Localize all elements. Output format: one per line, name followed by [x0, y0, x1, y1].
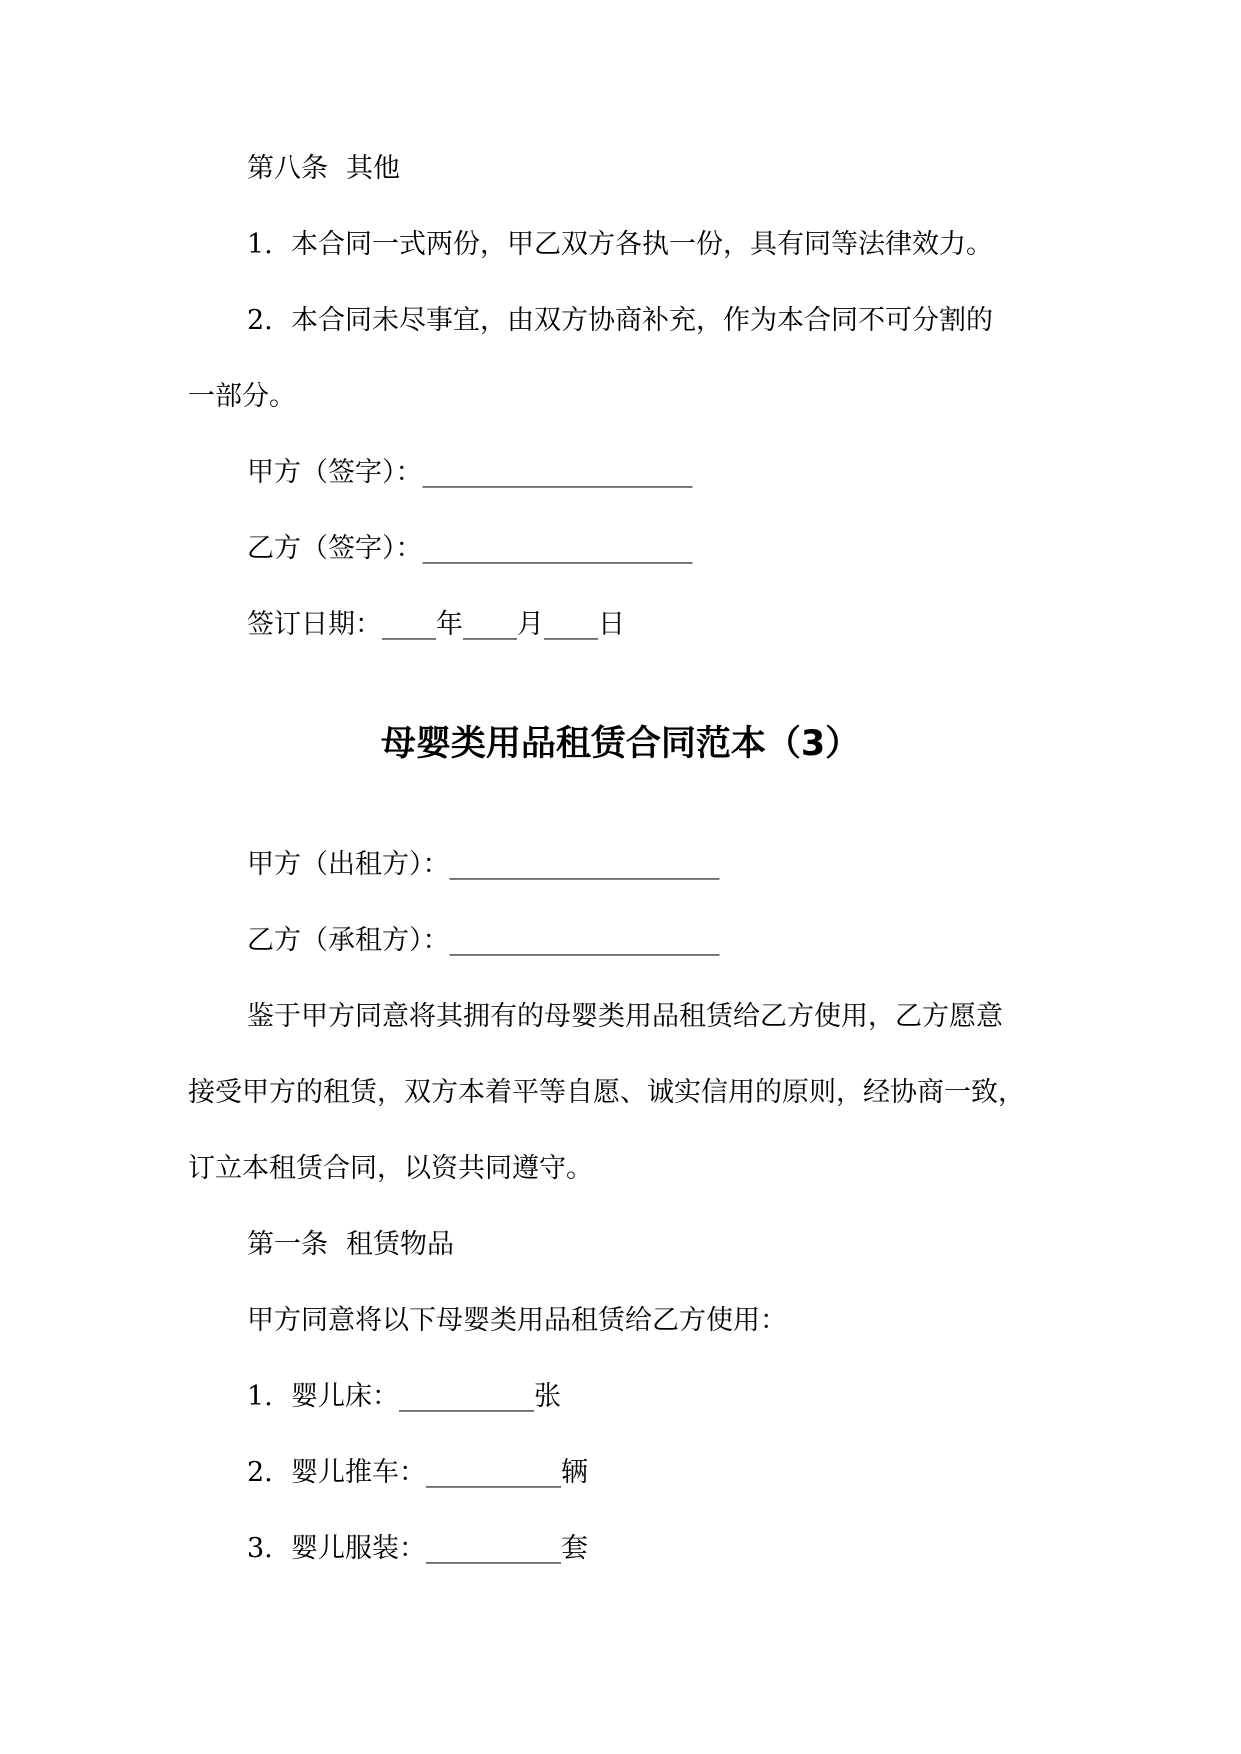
item-number: 1. — [247, 1381, 273, 1412]
contract-title: 母婴类用品租赁合同范本（3） — [380, 724, 861, 764]
article-1-heading-text: 租赁物品 — [346, 1229, 454, 1260]
party-a-signature: 甲方（签字）：____________________ — [247, 457, 693, 488]
rental-item-crib — [247, 1380, 561, 1414]
item-number: 2. — [247, 1457, 273, 1488]
article-8-heading-num: 第八条 — [247, 153, 328, 184]
article-1-heading-num: 第一条 — [247, 1229, 328, 1260]
article-8-item-1 — [247, 228, 993, 262]
item-text: 婴儿服装：__________套 — [291, 1533, 588, 1564]
item-number: 2. — [247, 305, 273, 336]
article-1-intro: 甲方同意将以下母婴类用品租赁给乙方使用： — [247, 1305, 787, 1336]
rental-item-clothing — [247, 1532, 588, 1566]
rental-item-stroller — [247, 1456, 588, 1490]
item-text: 本合同未尽事宜，由双方协商补充，作为本合同不可分割的 — [291, 305, 993, 336]
item-text: 婴儿床：__________张 — [291, 1381, 561, 1412]
preamble-line-3: 订立本租赁合同，以资共同遵守。 — [188, 1153, 593, 1184]
item-number: 1. — [247, 229, 273, 260]
party-b-signature: 乙方（签字）：____________________ — [247, 533, 693, 564]
article-8-heading — [247, 152, 400, 186]
item-number: 3. — [247, 1533, 273, 1564]
preamble-line-2: 接受甲方的租赁，双方本着平等自愿、诚实信用的原则，经协商一致， — [188, 1077, 1025, 1108]
article-8-heading-text: 其他 — [346, 153, 400, 184]
article-8-item-2-continuation: 一部分。 — [188, 381, 296, 412]
article-1-heading — [247, 1228, 454, 1262]
item-text: 婴儿推车：__________辆 — [291, 1457, 588, 1488]
item-text: 本合同一式两份，甲乙双方各执一份，具有同等法律效力。 — [291, 229, 993, 260]
lessee-line: 乙方（承租方）：____________________ — [247, 925, 720, 956]
lessor-line: 甲方（出租方）：____________________ — [247, 849, 720, 880]
article-8-item-2 — [247, 304, 993, 338]
preamble-line-1: 鉴于甲方同意将其拥有的母婴类用品租赁给乙方使用，乙方愿意 — [247, 1001, 1003, 1032]
signing-date: 签订日期：____年____月____日 — [247, 609, 625, 640]
